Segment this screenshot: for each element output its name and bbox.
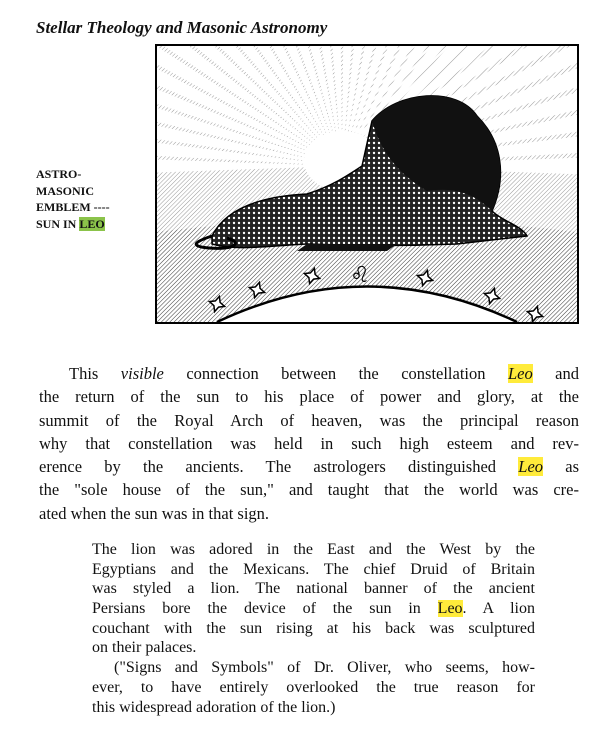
caption-line: MASONIC	[36, 183, 95, 198]
quote-line: this widespread adoration of the lion.)	[92, 698, 336, 716]
paragraph-line: the "sole house of the sun," and taught that the world was cre-	[39, 480, 579, 500]
paragraph-line: why that constellation was held in such high esteem and rev-	[39, 433, 579, 453]
block-quote	[92, 540, 535, 717]
page-title: Stellar Theology and Masonic Astronomy	[36, 18, 328, 37]
quote-line: Persians bore the device of the sun in Leo. A lion	[92, 600, 535, 618]
astro-masonic-emblem	[155, 44, 579, 324]
paragraph-line: the return of the sun to his place of power and glory, at the	[39, 387, 579, 407]
leo-zodiac-icon: ♌	[350, 263, 370, 288]
quote-line: was styled a lion. The national banner of the ancient	[92, 580, 535, 598]
leo-highlight: Leo	[437, 600, 463, 618]
figure-caption	[36, 166, 110, 232]
quote-line: couchant with the sun rising at his back was sculptured	[92, 619, 535, 637]
quote-line: Egyptians and the Mexicans. The chief Druid of Britain	[92, 560, 535, 578]
caption-line: ASTRO-	[36, 167, 82, 181]
paragraph-line: erence by the ancients. The astrologers distinguished Leo as	[39, 457, 579, 477]
paragraph-line: This visible connection between the constellation Leo and	[69, 364, 579, 383]
body-paragraph	[39, 362, 579, 525]
caption-line: SUN IN LEO	[36, 216, 105, 231]
quote-line: The lion was adored in the East and the West by the	[92, 541, 535, 558]
emblem-illustration	[157, 46, 577, 322]
caption-line: EMBLEM ----	[36, 200, 110, 214]
leo-highlight: Leo	[507, 364, 533, 383]
paragraph-line: summit of the Royal Arch of heaven, was the principal reason	[39, 410, 579, 430]
leo-highlight: LEO	[79, 216, 105, 231]
quote-line: on their palaces.	[92, 639, 197, 657]
quote-line: ("Signs and Symbols" of Dr. Oliver, who seems, how-	[114, 659, 535, 677]
quote-line: ever, to have entirely overlooked the true reason for	[92, 678, 535, 696]
paragraph-line: ated when the sun was in that sign.	[39, 503, 270, 523]
leo-highlight: Leo	[518, 457, 544, 477]
